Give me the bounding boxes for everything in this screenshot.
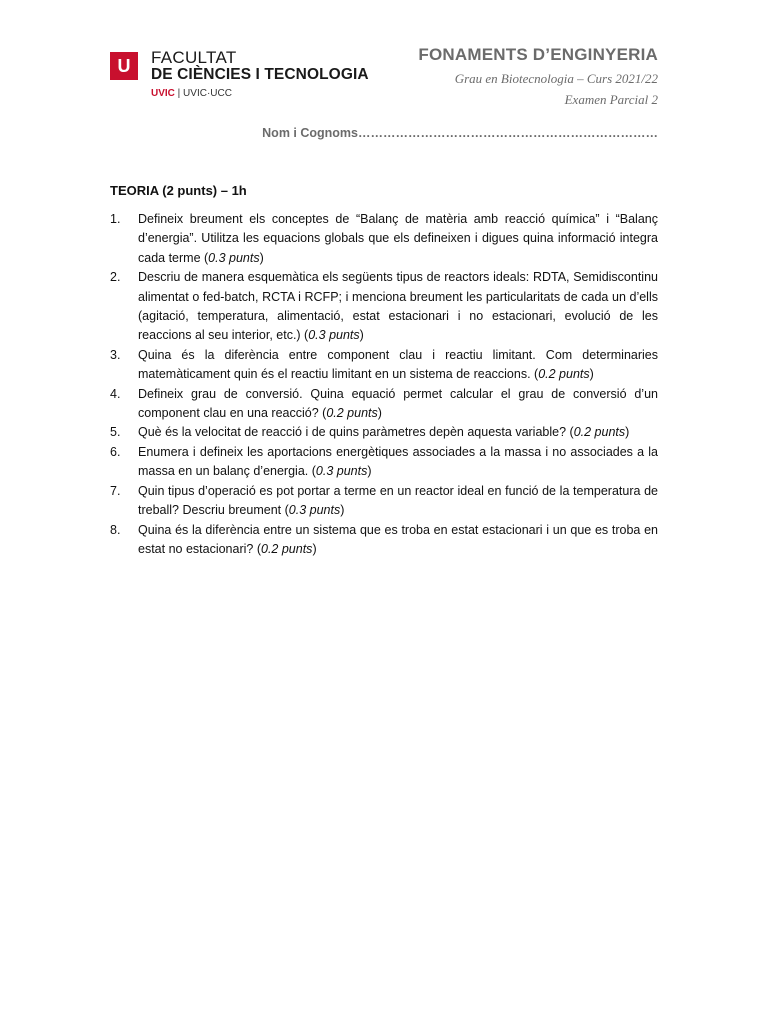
question-points: 0.2 punts (573, 425, 626, 440)
question-item (110, 210, 658, 268)
question-points: 0.3 punts (308, 328, 360, 343)
question-item (110, 423, 658, 442)
question-item (110, 268, 658, 346)
question-points-close: ) (589, 367, 594, 382)
exam-name: Examen Parcial 2 (564, 92, 658, 107)
question-points-close: ) (377, 406, 382, 421)
faculty-name-line1: FACULTAT (151, 48, 237, 67)
question-number: 6. (110, 444, 121, 459)
course-subtitle: Grau en Biotecnologia – Curs 2021/22 (454, 71, 658, 86)
course-title: FONAMENTS D’ENGINYERIA (418, 45, 658, 64)
university-line (151, 88, 232, 99)
uvic-affiliation: | UVIC·UCC (174, 88, 232, 99)
question-item (110, 521, 658, 560)
question-points: 0.2 punts (261, 541, 313, 556)
question-points-close: ) (625, 425, 630, 440)
question-points-close: ) (359, 328, 364, 343)
question-text: Defineix breument els conceptes de “Balanç de matèria amb reacció química” i “Balanç d’energia”. Utilitza les equacions globals que els defineixen i digues quina informació integra cada terme ( (138, 212, 658, 265)
question-text: Quin tipus d’operació es pot portar a terme en un reactor ideal en funció de la temperatura de treball? Descriu breument ( (138, 483, 658, 518)
question-number: 4. (110, 386, 121, 401)
question-points: 0.3 punts (208, 250, 260, 265)
question-number: 1. (110, 212, 121, 226)
question-points-close: ) (312, 541, 317, 556)
question-number: 8. (110, 522, 121, 537)
question-item (110, 385, 658, 424)
uvic-logo-icon (110, 52, 138, 80)
uvic-brand: UVIC (151, 88, 175, 99)
question-points: 0.3 punts (288, 503, 341, 518)
question-text: Enumera i defineix les aportacions energètiques associades a la massa i no associades a la massa en un balanç d’energia. ( (138, 444, 658, 479)
question-number: 2. (110, 270, 121, 285)
question-points-close: ) (340, 503, 345, 518)
question-points-close: ) (259, 250, 264, 265)
question-number: 3. (110, 347, 121, 362)
question-number: 7. (110, 483, 121, 498)
question-text: Quina és la diferència entre un sistema que es troba en estat estacionari i un que es troba en estat no estacionari? ( (138, 522, 658, 556)
logo-letter: U (117, 56, 131, 76)
question-item (110, 346, 658, 385)
faculty-name-line2: DE CIÈNCIES I TECNOLOGIA (151, 66, 369, 83)
question-text: Quina és la diferència entre component clau i reactiu limitant. Com determinaries matemàticament quin és el reactiu limitant en un sistema de reaccions. ( (138, 347, 658, 382)
section-title: TEORIA (2 punts) – 1h (110, 183, 247, 198)
question-points: 0.3 punts (315, 464, 368, 479)
question-points: 0.2 punts (326, 406, 378, 421)
question-text: Defineix grau de conversió. Quina equació permet calcular el grau de conversió d’un component clau en una reacció? ( (138, 386, 658, 421)
question-number: 5. (110, 425, 121, 440)
question-points: 0.2 punts (538, 367, 590, 382)
question-list (110, 210, 658, 559)
question-item (110, 443, 658, 482)
question-item (110, 482, 658, 521)
student-name-field: Nom i Cognoms……………………………………………………………… (262, 126, 658, 140)
question-text: Què és la velocitat de reacció i de quins paràmetres depèn aquesta variable? ( (138, 425, 574, 440)
question-points-close: ) (367, 464, 372, 479)
question-text: Descriu de manera esquemàtica els següents tipus de reactors ideals: RDTA, Semidiscontinu alimentat o fed-batch, RCTA i RCFP; i menciona breument les particularitats de cada un d’ells (agitació, temperatura, alimentació, estat estacionari i no estacionari, evolució de les reaccions al seu interior, etc.) ( (138, 270, 658, 343)
